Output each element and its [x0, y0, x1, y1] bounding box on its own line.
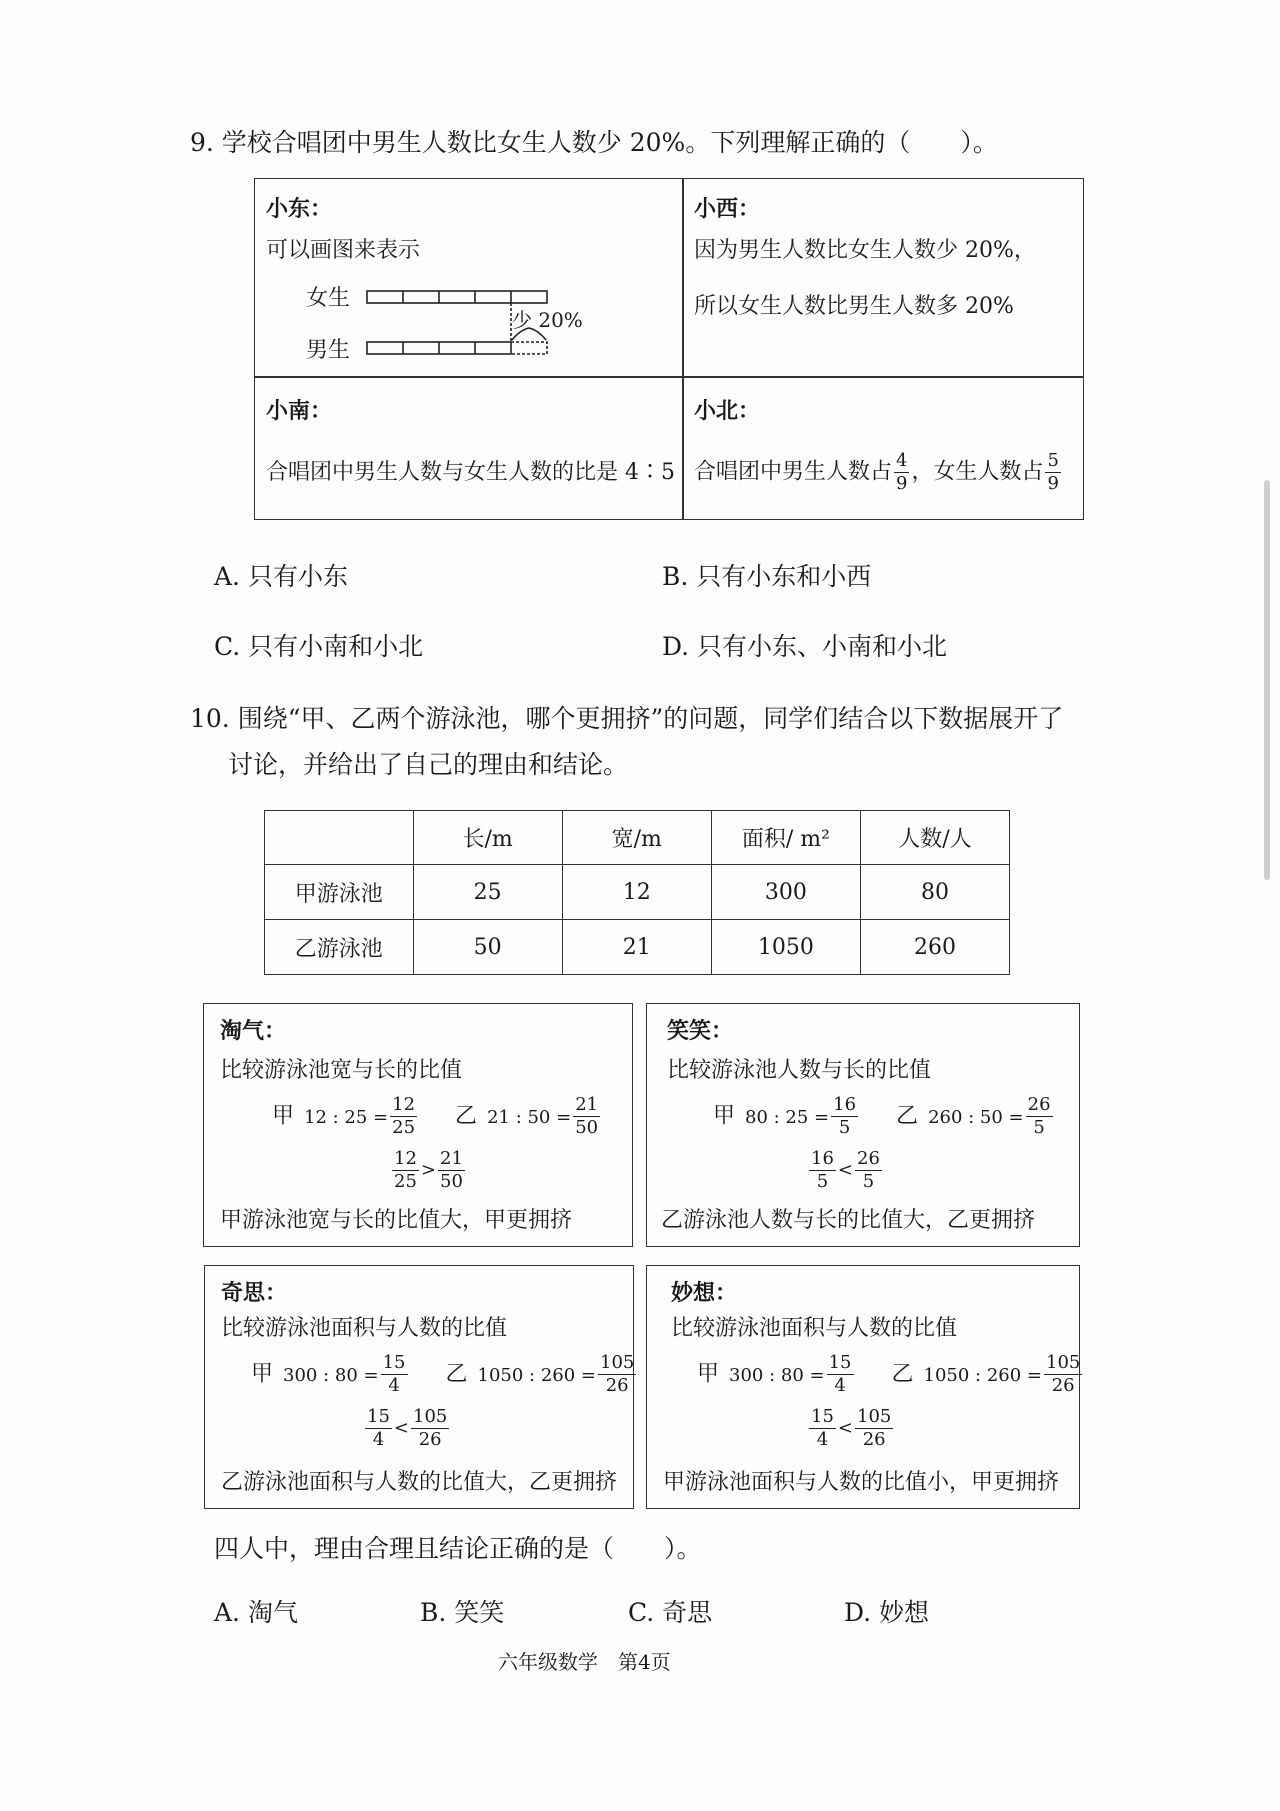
xiaobei-name: 小北： — [694, 398, 761, 424]
xiaodong-text: 可以画图来表示 — [266, 238, 421, 263]
pool-data-table — [264, 810, 1010, 975]
q10-option-a[interactable]: A. 淘气 — [214, 1598, 298, 1627]
fraction-5-9: $\frac{5}{9}$ — [1047, 450, 1059, 494]
taoqi-method: 比较游泳池宽与长的比值 — [220, 1058, 463, 1083]
q9-stem: 9. 学校合唱团中男生人数比女生人数少 20%。下列理解正确的（ ）。 — [190, 128, 998, 157]
xiaodong-name: 小东： — [266, 196, 333, 222]
q10-stem-line2: 讨论，并给出了自己的理由和结论。 — [228, 750, 629, 779]
table-cell: 80 — [861, 865, 1010, 920]
qisi-conclusion: 乙游泳池面积与人数的比值大，乙更拥挤 — [221, 1470, 618, 1495]
table-cell: 乙游泳池 — [265, 920, 414, 975]
miaoxiang-name: 妙想： — [671, 1280, 738, 1306]
qisi-method: 比较游泳池面积与人数的比值 — [221, 1316, 508, 1341]
xiaonan-name: 小南： — [266, 398, 333, 424]
table-header: 人数/人 — [861, 811, 1010, 865]
table-row — [265, 865, 1010, 920]
xiaobei-text — [694, 452, 1063, 493]
fraction-4-9: $\frac{4}{9}$ — [896, 450, 908, 494]
q10-option-b[interactable]: B. 笑笑 — [420, 1598, 505, 1627]
table-cell: 25 — [413, 865, 562, 920]
q9-option-d[interactable]: D. 只有小东、小南和小北 — [662, 632, 948, 661]
table-header: 面积/ m² — [711, 811, 860, 865]
miaoxiang-calc: 甲 300 : 80 = $\frac{15}{4}$ 乙 1050 : 260 = $\frac{105}{26}$ — [697, 1352, 1081, 1396]
miaoxiang-compare: $\frac{15}{4}$ < $\frac{105}{26}$ — [811, 1406, 892, 1450]
taoqi-compare: $\frac{12}{25}$ > $\frac{21}{50}$ — [394, 1148, 463, 1192]
scrollbar[interactable] — [1264, 480, 1270, 880]
table-row — [265, 920, 1010, 975]
miaoxiang-method: 比较游泳池面积与人数的比值 — [671, 1316, 958, 1341]
page-footer: 六年级数学 第4页 — [498, 1650, 671, 1674]
xiaoxiao-conclusion: 乙游泳池人数与长的比值大，乙更拥挤 — [661, 1208, 1036, 1233]
table-cell: 1050 — [711, 920, 860, 975]
q10-stem-line1: 10. 围绕“甲、乙两个游泳池，哪个更拥挤”的问题，同学们结合以下数据展开了 — [190, 704, 1064, 733]
miaoxiang-conclusion: 甲游泳池面积与人数的比值小，甲更拥挤 — [663, 1470, 1060, 1495]
xiaoxiao-box — [646, 1003, 1080, 1247]
taoqi-name: 淘气： — [220, 1018, 287, 1044]
xiaoxiao-calc: 甲 80 : 25 = $\frac{16}{5}$ 乙 260 : 50 = $\frac{26}{5}$ — [713, 1094, 1051, 1138]
taoqi-box — [203, 1003, 633, 1247]
miaoxiang-box — [646, 1265, 1080, 1509]
less-20-label: 少 20% — [512, 308, 583, 332]
xiaoxiao-compare: $\frac{16}{5}$ < $\frac{26}{5}$ — [811, 1148, 880, 1192]
qisi-box — [204, 1265, 634, 1509]
q10-option-d[interactable]: D. 妙想 — [844, 1598, 930, 1627]
q9-option-b[interactable]: B. 只有小东和小西 — [662, 562, 872, 591]
table-cell: 260 — [861, 920, 1010, 975]
xiaoxi-name: 小西： — [694, 196, 761, 222]
table-cell: 50 — [413, 920, 562, 975]
boys-label: 男生 — [306, 338, 351, 363]
qisi-compare: $\frac{15}{4}$ < $\frac{105}{26}$ — [367, 1406, 448, 1450]
table-cell: 12 — [562, 865, 711, 920]
qisi-calc: 甲 300 : 80 = $\frac{15}{4}$ 乙 1050 : 260 = $\frac{105}{26}$ — [251, 1352, 635, 1396]
table-cell: 300 — [711, 865, 860, 920]
xiaonan-text: 合唱团中男生人数与女生人数的比是 4∶5 — [266, 460, 675, 485]
xiaobei-pre: 合唱团中男生人数占 — [694, 459, 893, 485]
xiaoxi-line1: 因为男生人数比女生人数少 20%， — [694, 238, 1036, 263]
xiaoxiao-method: 比较游泳池人数与长的比值 — [667, 1058, 932, 1083]
girls-label: 女生 — [306, 286, 351, 311]
taoqi-calc: 甲 12 : 25 = $\frac{12}{25}$ 乙 21 : 50 = $\frac{21}{50}$ — [272, 1094, 599, 1138]
table-cell: 甲游泳池 — [265, 865, 414, 920]
table-header: 长/m — [413, 811, 562, 865]
q9-grid-vline — [682, 178, 684, 520]
table-header — [265, 811, 414, 865]
qisi-name: 奇思： — [221, 1280, 288, 1306]
q9-option-c[interactable]: C. 只有小南和小北 — [214, 632, 424, 661]
q9-option-a[interactable]: A. 只有小东 — [214, 562, 348, 591]
table-cell: 21 — [562, 920, 711, 975]
q10-question: 四人中，理由合理且结论正确的是（ ）。 — [214, 1534, 702, 1563]
xiaoxiao-name: 笑笑： — [667, 1018, 734, 1044]
xiaoxi-line2: 所以女生人数比男生人数多 20% — [694, 294, 1014, 319]
q10-option-c[interactable]: C. 奇思 — [628, 1598, 713, 1627]
table-header: 宽/m — [562, 811, 711, 865]
taoqi-conclusion: 甲游泳池宽与长的比值大，甲更拥挤 — [220, 1208, 573, 1233]
q9-grid-hline — [254, 376, 1084, 378]
table-header-row — [265, 811, 1010, 865]
xiaobei-mid: ，女生人数占 — [911, 459, 1044, 485]
